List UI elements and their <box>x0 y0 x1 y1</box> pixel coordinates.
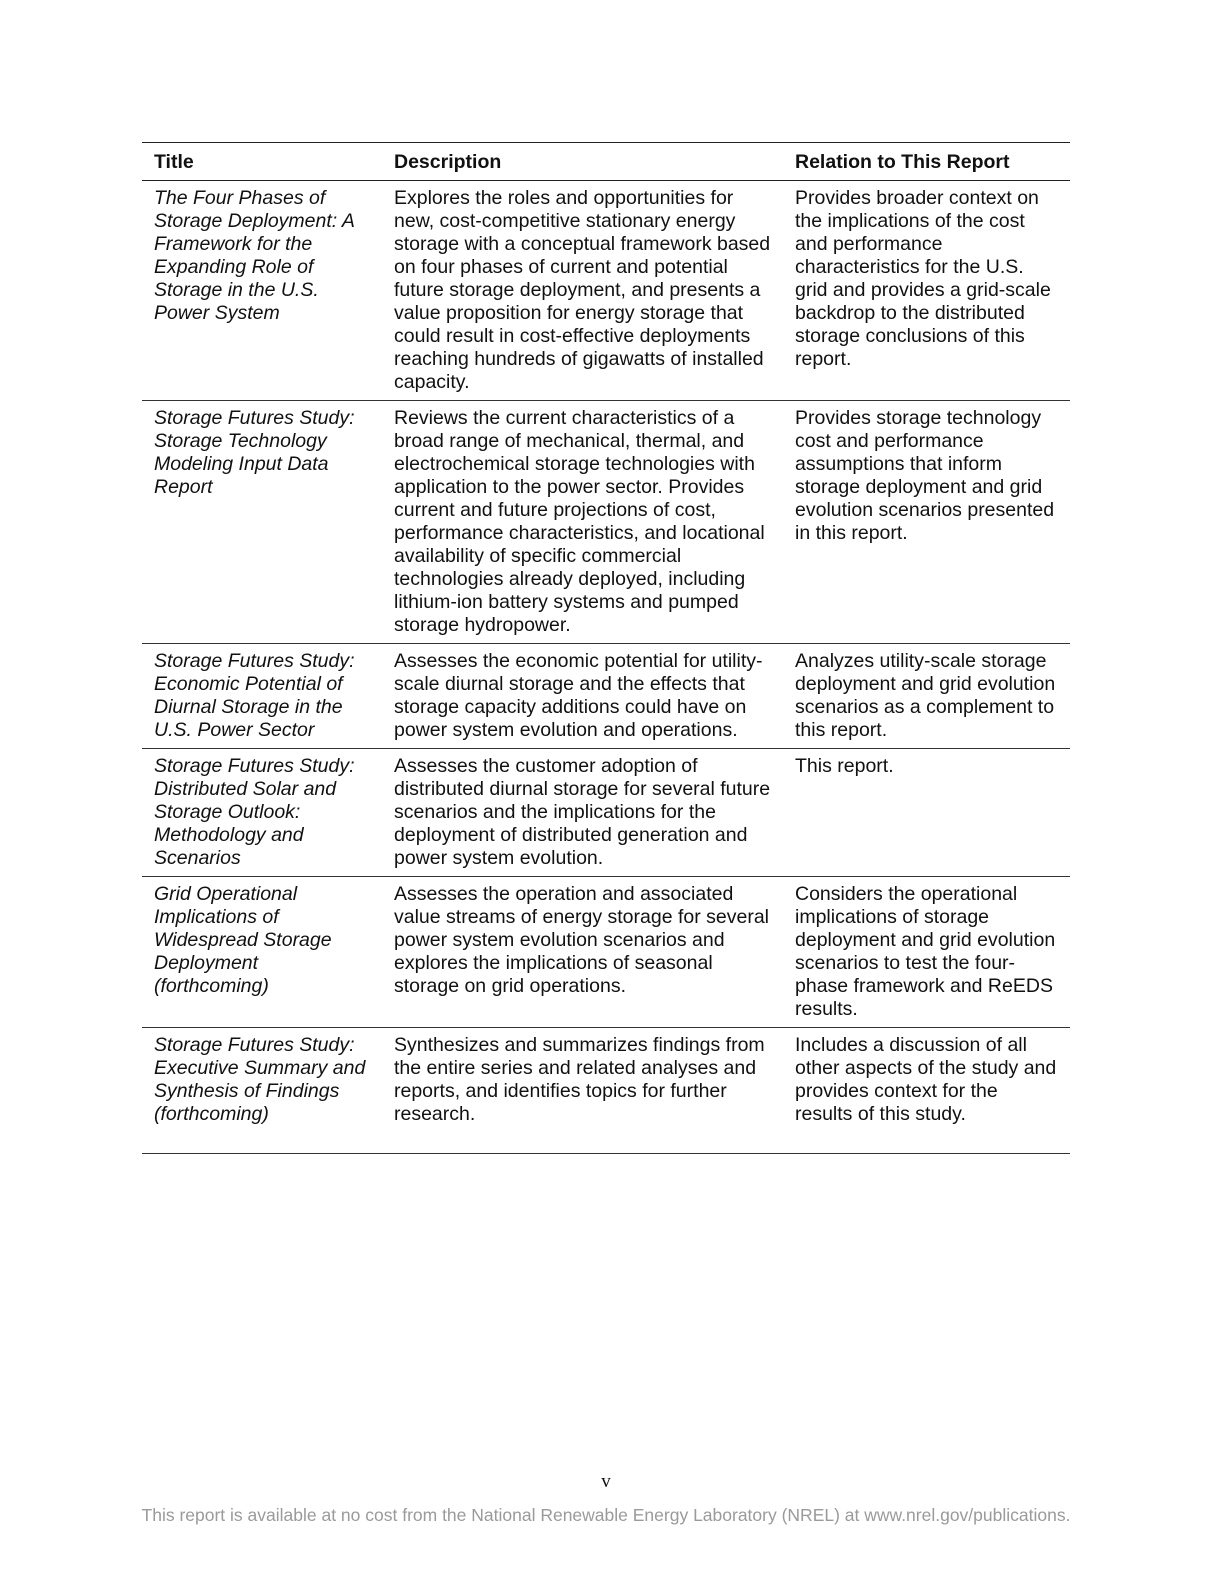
header-relation: Relation to This Report <box>783 143 1070 181</box>
row-title: Storage Futures Study: Economic Potential of Diurnal Storage in the U.S. Power Sector <box>142 644 382 749</box>
row-relation: Includes a discussion of all other aspects of the study and provides context for the results of this study. <box>783 1028 1070 1154</box>
row-description: Synthesizes and summarizes findings from the entire series and related analyses and reports, and identifies topics for further research. <box>382 1028 783 1154</box>
row-title: Storage Futures Study: Distributed Solar and Storage Outlook: Methodology and Scenarios <box>142 749 382 877</box>
row-relation: Analyzes utility-scale storage deployment and grid evolution scenarios as a complement to this report. <box>783 644 1070 749</box>
table-row <box>142 749 1070 877</box>
row-title: The Four Phases of Storage Deployment: A Framework for the Expanding Role of Storage in the U.S. Power System <box>142 181 382 401</box>
table-header-row <box>142 143 1070 181</box>
table-row <box>142 877 1070 1028</box>
row-relation: This report. <box>783 749 1070 877</box>
row-description: Reviews the current characteristics of a broad range of mechanical, thermal, and electrochemical storage technologies with application to the power sector. Provides current and future projections of cost, performance characteristics, and locational availability of specific commercial technologies already deployed, including lithium-ion battery systems and pumped storage hydropower. <box>382 401 783 644</box>
table-row <box>142 644 1070 749</box>
row-description: Assesses the economic potential for utility-scale diurnal storage and the effects that storage capacity additions could have on power system evolution and operations. <box>382 644 783 749</box>
row-title: Storage Futures Study: Storage Technology Modeling Input Data Report <box>142 401 382 644</box>
header-description: Description <box>382 143 783 181</box>
table-row <box>142 401 1070 644</box>
table-row <box>142 1028 1070 1154</box>
row-title: Storage Futures Study: Executive Summary and Synthesis of Findings (forthcoming) <box>142 1028 382 1154</box>
header-title: Title <box>142 143 382 181</box>
row-description: Explores the roles and opportunities for new, cost-competitive stationary energy storage with a conceptual framework based on four phases of current and potential future storage deployment, and presents a value proposition for energy storage that could result in cost-effective deployments reaching hundreds of gigawatts of installed capacity. <box>382 181 783 401</box>
row-relation: Provides storage technology cost and performance assumptions that inform storage deployment and grid evolution scenarios presented in this report. <box>783 401 1070 644</box>
row-title: Grid Operational Implications of Widespread Storage Deployment (forthcoming) <box>142 877 382 1028</box>
table-row <box>142 181 1070 401</box>
row-description: Assesses the operation and associated value streams of energy storage for several power system evolution scenarios and explores the implications of seasonal storage on grid operations. <box>382 877 783 1028</box>
footer-availability-note: This report is available at no cost from the National Renewable Energy Laboratory (NREL) at www.nrel.gov/publications. <box>141 1505 1071 1525</box>
row-description: Assesses the customer adoption of distributed diurnal storage for several future scenarios and the implications for the deployment of distributed generation and power system evolution. <box>382 749 783 877</box>
page-number: v <box>601 1471 611 1492</box>
row-relation: Considers the operational implications of storage deployment and grid evolution scenarios to test the four-phase framework and ReEDS results. <box>783 877 1070 1028</box>
row-relation: Provides broader context on the implications of the cost and performance characteristics for the U.S. grid and provides a grid-scale backdrop to the distributed storage conclusions of this report. <box>783 181 1070 401</box>
studies-table <box>142 142 1070 1154</box>
